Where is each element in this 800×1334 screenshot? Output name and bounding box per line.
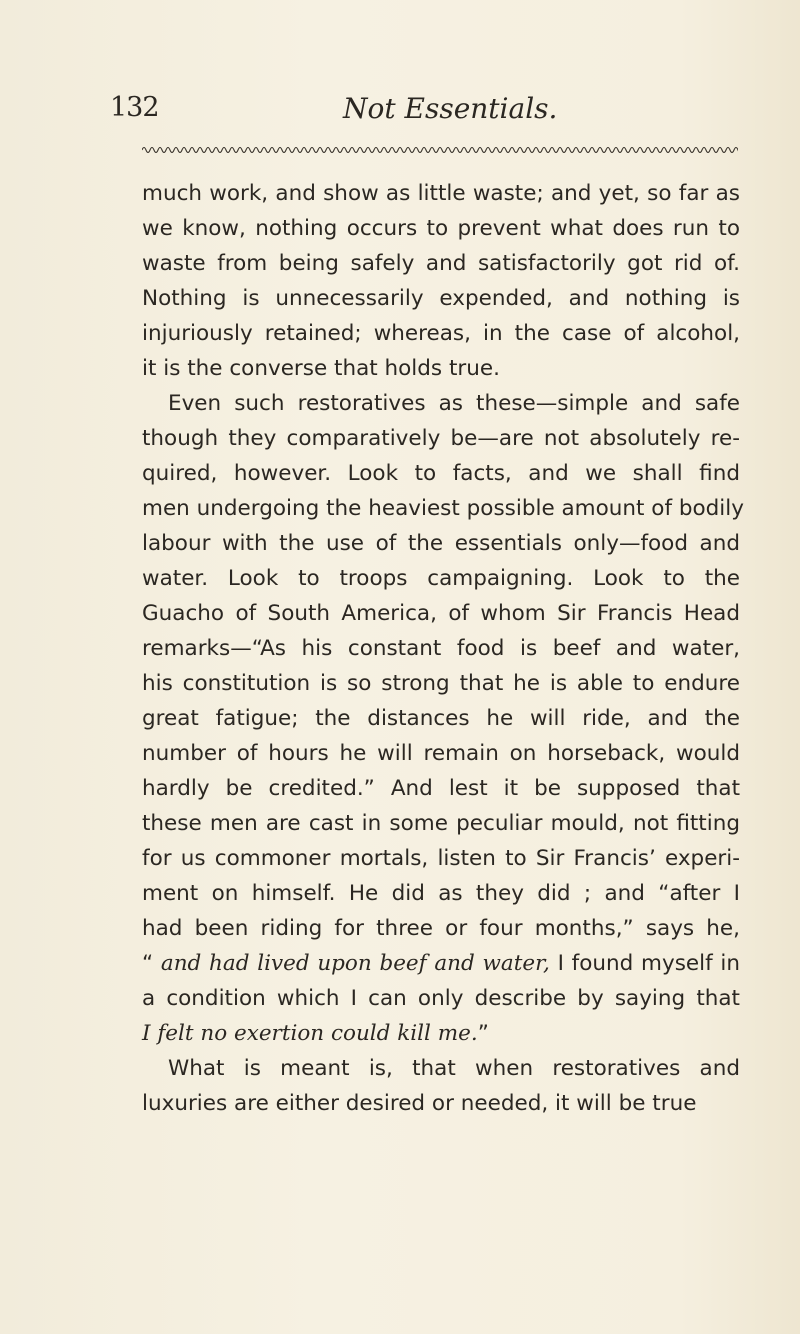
text-segment: his constitution is so strong that he is able to endure [142,671,740,696]
text-line [142,911,740,946]
text-segment: for us commoner mortals, listen to Sir Francis’ experi- [142,846,740,871]
text-segment: number of hours he will remain on horseback, would [142,741,740,766]
text-segment: men undergoing the heaviest possible amount of bodily [142,496,744,521]
text-line [142,456,740,491]
text-segment: I found myself in [549,951,740,976]
body-text [142,176,744,1121]
text-line [142,1051,740,1086]
text-line [142,176,740,211]
text-segment: luxuries are either desired or needed, it will be true [142,1091,697,1116]
text-line [142,211,740,246]
text-segment: these men are cast in some peculiar mould, not fitting [142,811,740,836]
text-line [142,281,740,316]
text-segment: injuriously retained; whereas, in the case of alcohol, [142,321,740,346]
text-line [142,316,740,351]
running-head: Not Essentials. [343,92,558,125]
text-segment: a condition which I can only describe by saying that [142,986,740,1011]
text-line [142,246,740,281]
wavy-rule-ornament [142,143,738,157]
text-line [142,806,740,841]
text-line [142,736,740,771]
text-line [142,596,740,631]
text-segment: waste from being safely and satisfactorily got rid of. [142,251,740,276]
text-line [142,841,740,876]
text-line [142,631,740,666]
text-line [142,1016,740,1051]
italic-text: and had lived upon beef and water, [160,951,550,976]
text-segment: ment on himself. He did as they did ; and “after I [142,881,740,906]
text-line [142,526,740,561]
text-segment: Guacho of South America, of whom Sir Francis Head [142,601,740,626]
page-number: 132 [110,92,159,123]
text-segment: ” [477,1021,489,1046]
text-segment: What is meant is, that when restoratives and [168,1056,740,1081]
text-line [142,771,740,806]
text-line [142,351,740,386]
text-segment: though they comparatively be—are not absolutely re- [142,426,740,451]
text-segment: much work, and show as little waste; and yet, so far as [142,181,740,206]
text-segment: we know, nothing occurs to prevent what does run to [142,216,740,241]
text-line [142,666,740,701]
text-segment: it is the converse that holds true. [142,356,500,381]
text-segment: Even such restoratives as these—simple and safe [168,391,740,416]
text-line [142,561,740,596]
text-line [142,491,744,526]
text-segment: labour with the use of the essentials only—food and [142,531,740,556]
page-header [110,92,750,132]
text-line [142,421,740,456]
text-line [142,1086,740,1121]
text-segment: had been riding for three or four months,” says he, [142,916,740,941]
text-line [142,701,740,736]
text-segment: great fatigue; the distances he will ride, and the [142,706,740,731]
text-line [142,981,740,1016]
text-line [142,946,740,981]
text-line [142,876,740,911]
text-segment: remarks—“As his constant food is beef and water, [142,636,740,661]
text-segment: Nothing is unnecessarily expended, and nothing is [142,286,740,311]
text-segment: quired, however. Look to facts, and we shall find [142,461,740,486]
text-segment: water. Look to troops campaigning. Look to the [142,566,740,591]
text-segment: hardly be credited.” And lest it be supposed that [142,776,740,801]
text-line [142,386,740,421]
italic-text: I felt no exertion could kill me. [142,1021,478,1046]
text-segment: “ [142,951,161,976]
